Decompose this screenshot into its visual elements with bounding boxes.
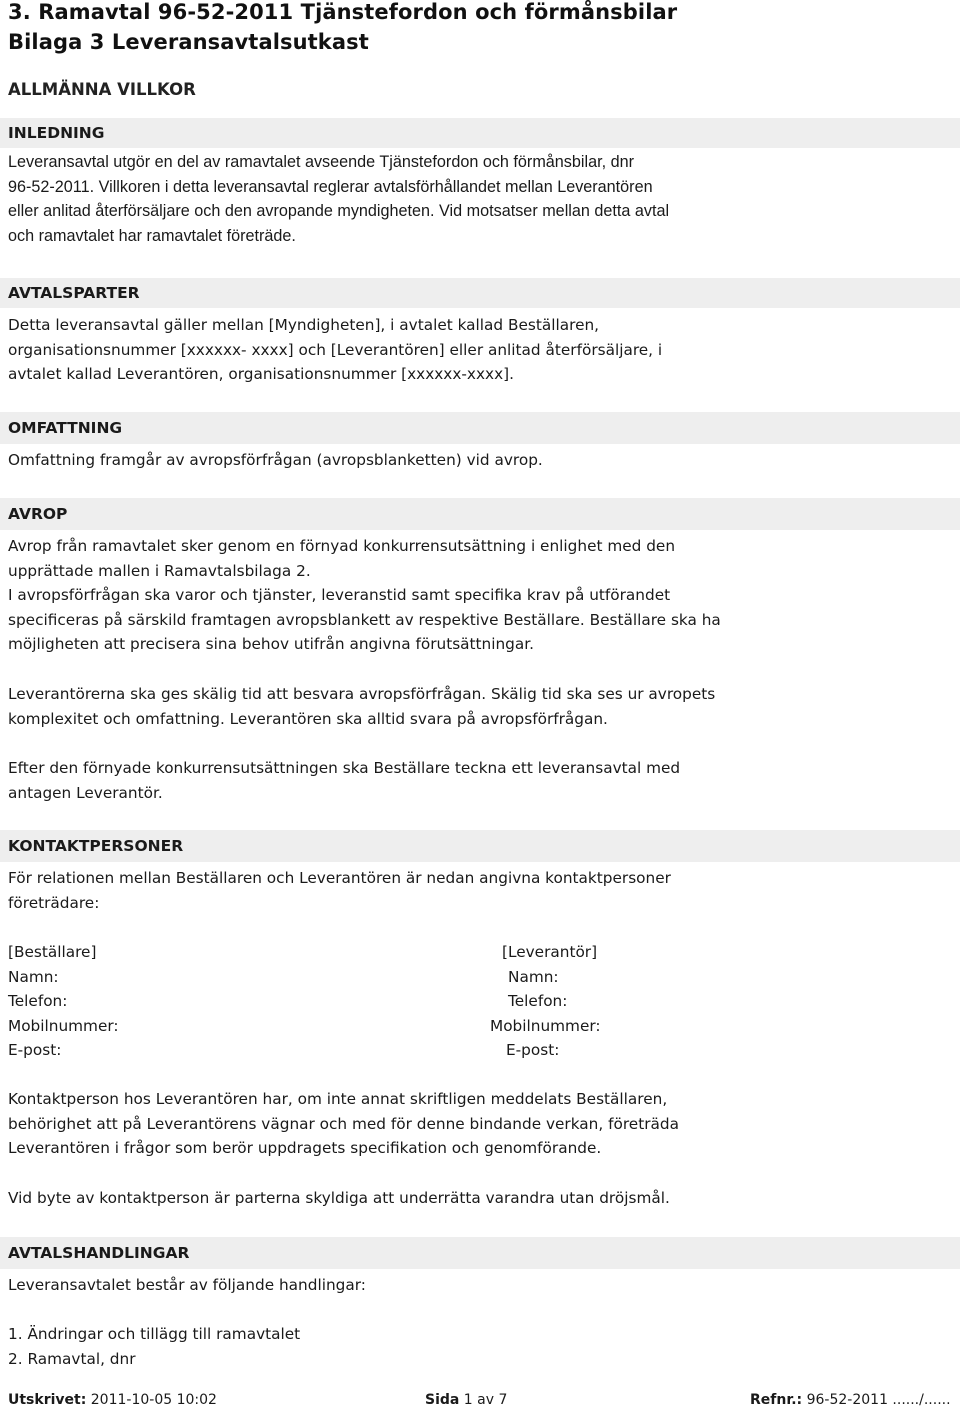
paragraph-inledning <box>8 150 953 248</box>
contact-email-label: E-post: <box>8 1041 62 1060</box>
page-value: 1 av 7 <box>459 1392 508 1408</box>
text-line: Avrop från ramavtalet sker genom en förnyad konkurrensutsättning i enlighet med den <box>8 537 676 555</box>
paragraph-avrop-3 <box>8 756 953 805</box>
paragraph-kontakt-intro <box>8 866 953 915</box>
list-item: 1. Ändringar och tillägg till ramavtalet <box>8 1325 301 1343</box>
contact-name-label: Namn: <box>8 967 59 986</box>
heading-inledning: INLEDNING <box>8 124 105 142</box>
paragraph-kontakt-2 <box>8 1087 953 1161</box>
reference-label: Refnr.: <box>750 1392 803 1408</box>
text-line: företrädare: <box>8 893 100 912</box>
heading-avrop: AVROP <box>8 505 68 523</box>
footer-reference <box>750 1392 951 1408</box>
text-line: avtalet kallad Leverantören, organisationsnummer [xxxxxx-xxxx]. <box>8 365 514 384</box>
contact-party-label: [Beställare] <box>8 943 97 961</box>
paragraph-avtalshandlingar <box>8 1273 953 1298</box>
text-line: komplexitet och omfattning. Leverantören ska alltid svara på avropsförfrågan. <box>8 709 608 728</box>
paragraph-omfattning <box>8 448 953 473</box>
footer-page <box>425 1392 507 1408</box>
heading-avtalshandlingar: AVTALSHANDLINGAR <box>8 1244 190 1262</box>
text-line: För relationen mellan Beställaren och Leverantören är nedan angivna kontaktpersoner <box>8 869 671 887</box>
contact-column-customer <box>8 940 119 1063</box>
contact-column-supplier <box>480 940 620 1063</box>
contact-mobile-label: Mobilnummer: <box>8 1016 119 1035</box>
document-list <box>8 1322 953 1371</box>
heading-avtalsparter: AVTALSPARTER <box>8 284 140 302</box>
paragraph-kontakt-3 <box>8 1186 953 1211</box>
text-line: Leverantörerna ska ges skälig tid att besvara avropsförfrågan. Skälig tid ska ses ur avropets <box>8 685 716 703</box>
text-line: Kontaktperson hos Leverantören har, om inte annat skriftligen meddelats Beställaren, <box>8 1090 668 1108</box>
contact-phone-label: Telefon: <box>8 992 68 1011</box>
printed-label: Utskrivet: <box>8 1392 87 1408</box>
general-terms-heading: ALLMÄNNA VILLKOR <box>8 80 196 99</box>
paragraph-avtalsparter <box>8 313 953 387</box>
contact-name-label: Namn: <box>508 967 559 986</box>
paragraph-avrop-2 <box>8 682 953 731</box>
page-label: Sida <box>425 1392 460 1408</box>
contact-phone-label: Telefon: <box>508 992 568 1011</box>
section-band-inledning <box>0 118 960 148</box>
paragraph-avrop-1 <box>8 534 953 657</box>
document-subtitle: Bilaga 3 Leveransavtalsutkast <box>8 30 369 54</box>
text-line: Detta leveransavtal gäller mellan [Myndigheten], i avtalet kallad Beställaren, <box>8 316 600 334</box>
text-line: I avropsförfrågan ska varor och tjänster, leveranstid samt specifika krav på utförandet <box>8 586 671 605</box>
section-band-avtalsparter <box>0 278 960 308</box>
text-line: Efter den förnyade konkurrensutsättningen ska Beställare teckna ett leveransavtal med <box>8 759 681 777</box>
text-line: 96-52-2011. Villkoren i detta leveransavtal reglerar avtalsförhållandet mellan Leverantören <box>8 177 653 196</box>
text-line: Leveransavtalet består av följande handlingar: <box>8 1276 366 1294</box>
heading-omfattning: OMFATTNING <box>8 419 123 437</box>
text-line: organisationsnummer [xxxxxx- xxxx] och [Leverantören] eller anlitad återförsäljare, i <box>8 340 663 359</box>
text-line: specificeras på särskild framtagen avropsblankett av respektive Beställare. Beställare ska ha <box>8 610 721 629</box>
footer-printed <box>8 1392 217 1408</box>
document-title: 3. Ramavtal 96-52-2011 Tjänstefordon och förmånsbilar <box>8 0 678 24</box>
text-line: möjligheten att precisera sina behov utifrån angivna förutsättningar. <box>8 635 535 654</box>
text-line: Leveransavtal utgör en del av ramavtalet avseende Tjänstefordon och förmånsbilar, dnr <box>8 153 634 171</box>
text-line: och ramavtalet har ramavtalet företräde. <box>8 226 296 245</box>
section-band-omfattning <box>0 412 960 444</box>
text-line: upprättade mallen i Ramavtalsbilaga 2. <box>8 561 311 580</box>
text-line: behörighet att på Leverantörens vägnar och med för denne bindande verkan, företräda <box>8 1114 679 1133</box>
reference-value: 96-52-2011 ....../...... <box>802 1392 951 1408</box>
text-line: Vid byte av kontaktperson är parterna skyldiga att underrätta varandra utan dröjsmål. <box>8 1189 670 1207</box>
text-line: eller anlitad återförsäljare och den avropande myndigheten. Vid motsatser mellan detta avtal <box>8 202 670 221</box>
contact-party-label: [Leverantör] <box>502 943 598 961</box>
text-line: Leverantören i frågor som berör uppdragets specifikation och genomförande. <box>8 1139 602 1158</box>
contact-email-label: E-post: <box>506 1041 560 1060</box>
contact-mobile-label: Mobilnummer: <box>490 1016 601 1035</box>
section-band-avrop <box>0 498 960 530</box>
text-line: antagen Leverantör. <box>8 783 163 802</box>
list-item: 2. Ramavtal, dnr <box>8 1349 136 1368</box>
printed-value: 2011-10-05 10:02 <box>86 1392 217 1408</box>
text-line: Omfattning framgår av avropsförfrågan (avropsblanketten) vid avrop. <box>8 451 543 469</box>
heading-kontaktpersoner: KONTAKTPERSONER <box>8 837 184 855</box>
